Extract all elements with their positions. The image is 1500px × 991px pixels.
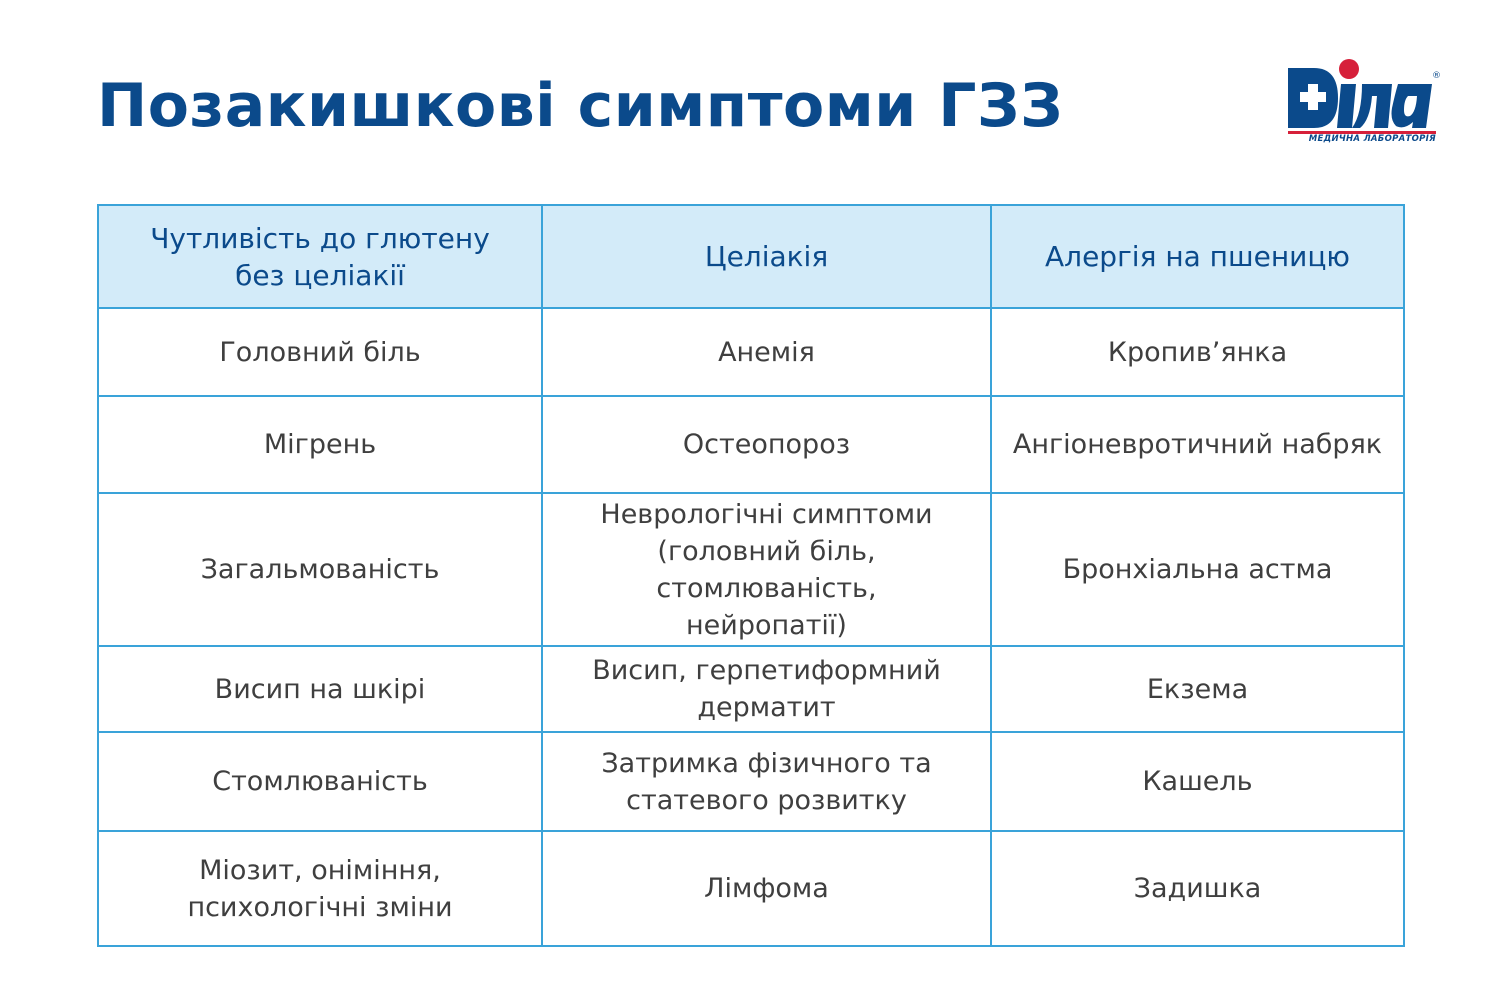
table-row (98, 396, 1404, 493)
table-header-row (98, 205, 1404, 308)
cell-line: нейропатії) (686, 609, 847, 641)
cell-line: Головний біль (219, 336, 421, 368)
table-cell (98, 493, 542, 646)
cell-line: Остеопороз (682, 429, 851, 460)
logo-dot-icon (1339, 59, 1359, 79)
table-cell (991, 396, 1404, 493)
table-cell (542, 396, 991, 493)
table-row (98, 308, 1404, 396)
table-cell (98, 396, 542, 493)
table-cell (542, 831, 991, 946)
header-line: Целіакія (704, 240, 829, 273)
cell-line: статевого розвитку (626, 784, 907, 816)
cell-line: Висип, герпетиформний (592, 655, 941, 686)
cell-line: Анемія (718, 336, 815, 368)
table-cell (991, 732, 1404, 831)
table-cell (542, 308, 991, 396)
header-line: Чутливість до глютену (150, 221, 490, 255)
cell-line: Ангіоневротичний набряк (1012, 429, 1383, 460)
cell-line: Міозит, оніміння, (199, 854, 441, 886)
cell-line: психологічні зміни (187, 891, 453, 923)
header-wheat-allergy (991, 205, 1404, 308)
table-cell (991, 646, 1404, 732)
table-cell (98, 308, 542, 396)
table-row (98, 732, 1404, 831)
cell-line: Неврологічні симптоми (600, 498, 933, 530)
cell-line: Стомлюваність (212, 766, 428, 797)
cell-line: Висип на шкірі (214, 673, 426, 705)
cell-line: (головний біль, стомлюваність, (656, 535, 877, 604)
dila-logo-mark (1286, 58, 1446, 138)
table-cell (991, 308, 1404, 396)
cell-line: Задишка (1133, 873, 1262, 904)
table-cell (542, 493, 991, 646)
table-cell (98, 732, 542, 831)
header-celiac (542, 205, 991, 308)
table-cell (98, 646, 542, 732)
table-cell (542, 646, 991, 732)
symptoms-table (97, 204, 1405, 947)
cell-line: Мігрень (263, 429, 377, 460)
table-cell (542, 732, 991, 831)
cell-line: Кашель (1142, 766, 1253, 797)
table-cell (991, 493, 1404, 646)
cell-line: Загальмованість (200, 554, 440, 585)
cell-line: Екзема (1146, 673, 1249, 705)
table-row (98, 493, 1404, 646)
page-title: Позакишкові симптоми ГЗЗ (97, 71, 1064, 141)
dila-logo (1286, 58, 1446, 153)
table-cell (991, 831, 1404, 946)
table-row (98, 831, 1404, 946)
table-cell (98, 831, 542, 946)
cell-line: Кропив’янка (1107, 336, 1288, 368)
header-line: без целіакії (235, 258, 405, 292)
table-row (98, 646, 1404, 732)
header-line: Алергія на пшеницю (1045, 240, 1350, 273)
cell-line: Затримка фізичного та (601, 747, 932, 779)
registered-mark: ® (1432, 71, 1441, 81)
logo-subtitle: МЕДИЧНА ЛАБОРАТОРІЯ (1308, 134, 1436, 144)
cell-line: Бронхіальна астма (1062, 554, 1333, 585)
cell-line: дерматит (697, 692, 836, 723)
header-gluten-sensitivity (98, 205, 542, 308)
cell-line: Лімфома (704, 873, 829, 904)
